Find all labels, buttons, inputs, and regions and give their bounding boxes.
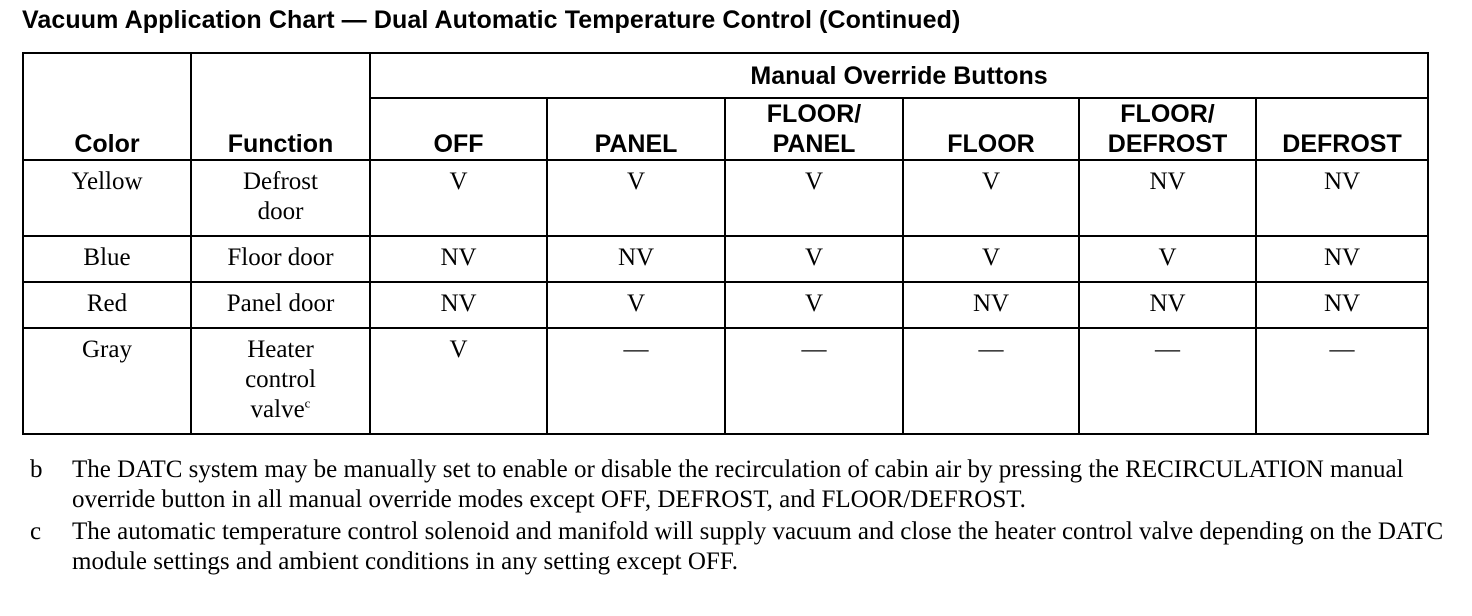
floor-value-cell: — [903,328,1079,434]
panel-column-header: PANEL [547,98,725,160]
off-value-cell: V [370,160,547,236]
function-cell: Defrost door [191,160,370,236]
function-cell: Floor door [191,236,370,282]
floor-panel-value-cell: V [725,236,903,282]
footnotes [30,455,1450,579]
panel-value-cell: — [547,328,725,434]
off-column-header: OFF [370,98,547,160]
panel-value-cell: V [547,160,725,236]
manual-override-buttons-header: Manual Override Buttons [370,53,1428,98]
off-value-cell: NV [370,282,547,328]
off-value-cell: NV [370,236,547,282]
floor-panel-value-cell: V [725,160,903,236]
color-column-header: Color [23,53,191,160]
footnote-c [30,517,1450,577]
floor-panel-column-header: FLOOR/ PANEL [725,98,903,160]
color-cell: Red [23,282,191,328]
footnote-text: The automatic temperature control solenoid and manifold will supply vacuum and close the heater control valve depending on the DATC module settings and ambient conditions in any setting except OFF. [72,518,1444,575]
floor-column-header: FLOOR [903,98,1079,160]
function-cell: Panel door [191,282,370,328]
defrost-value-cell: NV [1256,160,1428,236]
table-header-row-group [23,53,1428,98]
floor-defrost-value-cell: NV [1079,282,1256,328]
defrost-value-cell: NV [1256,236,1428,282]
table-row-yellow [23,160,1428,236]
function-cell: Heater control valve$^c$ [191,328,370,434]
floor-value-cell: NV [903,282,1079,328]
floor-defrost-value-cell: NV [1079,160,1256,236]
table-row-blue [23,236,1428,282]
footnote-marker: b [30,456,43,483]
table-row-gray [23,328,1428,434]
color-cell: Yellow [23,160,191,236]
defrost-column-header: DEFROST [1256,98,1428,160]
footnote-marker: c [30,518,42,545]
floor-value-cell: V [903,236,1079,282]
footnote-b [30,455,1450,515]
footnote-text: The DATC system may be manually set to enable or disable the recirculation of cabin air by pressing the RECIRCULATION manual override button in all manual override modes except OFF, DEFROST, and FLOOR/DEFROST. [72,456,1404,513]
table-row-red [23,282,1428,328]
footnote-reference-c: c [304,395,311,411]
defrost-value-cell: — [1256,328,1428,434]
floor-defrost-value-cell: — [1079,328,1256,434]
off-value-cell: V [370,328,547,434]
function-column-header: Function [191,53,370,160]
floor-panel-value-cell: V [725,282,903,328]
color-cell: Gray [23,328,191,434]
defrost-value-cell: NV [1256,282,1428,328]
floor-value-cell: V [903,160,1079,236]
floor-panel-value-cell: — [725,328,903,434]
vacuum-application-table [22,52,1429,435]
floor-defrost-column-header: FLOOR/ DEFROST [1079,98,1256,160]
color-cell: Blue [23,236,191,282]
panel-value-cell: NV [547,236,725,282]
chart-title: Vacuum Application Chart — Dual Automatic Temperature Control (Continued) [22,6,961,34]
panel-value-cell: V [547,282,725,328]
floor-defrost-value-cell: V [1079,236,1256,282]
